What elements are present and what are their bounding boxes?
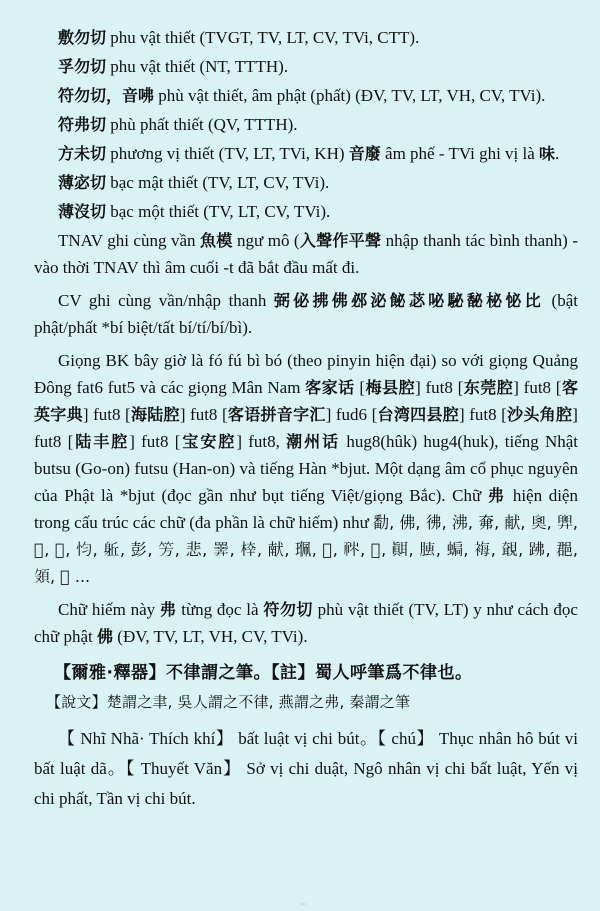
bk-hanzi-8: 沙头角腔	[506, 405, 573, 424]
quote-erya: 【爾雅·釋器】不律謂之筆。【註】蜀人呼筆爲不律也。	[54, 663, 473, 683]
tnav-text-2: ngư mô (	[232, 231, 300, 250]
bk-char-list: 勫, 佛, 彿, 沸, 㚕, 献, 𡘻, 𢍱, 𤌭, 𡼪, 𢗋, 𨈬, 彭, 𥫳, 悲, 𢍰, 𣖂, 献, 𤦍, 𩙵, 𥙏, 𥿘, 𦗁, 𦝏, 𧍮, 𧚀, 𧡵, 𧿳, 𨛦, 𩑦, 𩙵 ...	[34, 513, 578, 586]
bk-text-9: ] fut8 [	[34, 405, 578, 451]
quote-shuowen: 【說文】楚謂之聿, 吳人謂之不律, 燕謂之弗, 秦謂之筆	[46, 693, 411, 711]
bk-paragraph	[34, 347, 578, 590]
bk-hanzi-12: 弗	[487, 486, 507, 505]
bk-text-13: hiện diện trong cấu trúc các chữ (đa phần là chữ hiếm) như	[34, 486, 578, 532]
bk-hanzi-10: 宝安腔	[180, 432, 237, 451]
cv-text-1: CV ghi cùng vần/nhập thanh	[58, 291, 274, 310]
rare-paragraph	[34, 596, 578, 650]
entry-5-text-c: .	[555, 144, 560, 163]
rare-hanzi-1: 弗	[159, 600, 177, 619]
page-mark	[300, 903, 306, 905]
entry-4-hanzi: 符弗切	[58, 115, 107, 134]
entry-4	[34, 111, 578, 138]
entry-5	[34, 140, 578, 167]
entry-2-text: phu vật thiết (NT, TTTH).	[106, 57, 289, 76]
rare-hanzi-3: 佛	[97, 627, 114, 646]
entry-3-hanzi: 符勿切，音咈	[58, 86, 155, 105]
bk-text-4: ] fut8 [	[513, 378, 562, 397]
bk-text-10: ] fut8 [	[129, 432, 181, 451]
entry-7-hanzi: 薄沒切	[58, 202, 107, 221]
rare-text-1: Chữ hiếm này	[58, 600, 160, 619]
bk-hanzi-11: 潮州话	[286, 432, 341, 451]
tnav-paragraph	[34, 227, 578, 281]
bk-text-11: ] fut8,	[236, 432, 287, 451]
rare-text-4: (ĐV, TV, LT, VH, CV, TVi).	[113, 627, 308, 646]
bk-hanzi-9: 陆丰腔	[73, 432, 130, 451]
bk-text-3: ] fut8 [	[415, 378, 464, 397]
entry-7	[34, 198, 578, 225]
entry-2	[34, 53, 578, 80]
entry-1	[34, 24, 578, 51]
rare-text-2: từng đọc là	[176, 600, 264, 619]
bk-text-2: [	[354, 378, 366, 397]
bk-text-6: ] fut8 [	[179, 405, 228, 424]
rare-text-3: phù vật thiết (TV, LT) y như cách đọc chữ phật	[34, 600, 578, 646]
entry-5-text-b: âm phế - TVi ghi vị là	[380, 144, 540, 163]
bk-hanzi-4: 客英字典	[34, 378, 578, 424]
cv-paragraph	[34, 287, 578, 341]
bk-text-12: hug8(hûk) hug4(huk), tiếng Nhật butsu (Go-on) futsu (Han-on) và tiếng Hàn *bjut. Một dạng âm cổ phục nguyên của Phật là *bjut (đọc gần như bụt tiếng Việt/giọng Bắc). Chữ	[34, 432, 578, 505]
tnav-text-1: TNAV ghi cùng vần	[58, 231, 201, 250]
entry-6-hanzi: 薄宓切	[58, 173, 107, 192]
entry-1-hanzi: 敷勿切	[58, 28, 107, 47]
cv-hanzi: 弼佖拂佛邲泌飶苾咇駜馝柲怭比	[273, 291, 545, 310]
entry-3	[34, 82, 578, 109]
bk-hanzi-7: 台湾四县腔	[377, 405, 460, 424]
entry-2-hanzi: 孚勿切	[58, 57, 107, 76]
entry-1-text: phu vật thiết (TVGT, TV, LT, CV, TVi, CTT).	[106, 28, 420, 47]
cv-text-2: (bật phật/phất *bí biệt/tất bí/tí/bí/bì).	[34, 291, 578, 337]
tnav-text-3: nhập thanh tác bình thanh) - vào thời TNAV thì âm cuối -t đã bắt đầu mất đi.	[34, 231, 578, 277]
entry-3-text: phù vật thiết, âm phật (phất) (ĐV, TV, LT, VH, CV, TVi).	[154, 86, 546, 105]
bk-hanzi-3: 东莞腔	[463, 378, 514, 397]
bk-text-8: ] fut8 [	[459, 405, 507, 424]
entry-5-hanzi: 方未切	[58, 144, 107, 163]
entry-5-hanzi-b: 音廢	[348, 144, 381, 163]
entry-6-text: bạc mật thiết (TV, LT, CV, TVi).	[106, 173, 330, 192]
translation-paragraph: 【 Nhĩ Nhã· Thích khí】 bất luật vị chi bút。【 chú】 Thục nhân hô bút vi bất luật dã。【 Thuyết Văn】 Sở vị chi duật, Ngô nhân vị chi bất luật, Yến vị chi phất, Tần vị chi bút.	[34, 729, 578, 808]
entry-7-text: bạc một thiết (TV, LT, CV, TVi).	[106, 202, 331, 221]
bk-hanzi-2: 梅县腔	[365, 378, 416, 397]
rare-hanzi-2: 符勿切	[263, 600, 313, 619]
bk-hanzi-5: 海陆腔	[130, 405, 180, 424]
bk-hanzi-1: 客家话	[305, 378, 355, 397]
bk-text-1: Giọng BK bây giờ là fó fú bì bó (theo pinyin hiện đại) so với giọng Quảng Đông fat6 fut5 và các giọng Mân Nam	[34, 351, 578, 397]
bk-text-7: ] fud6 [	[325, 405, 378, 424]
bk-hanzi-6: 客语拼音字汇	[227, 405, 326, 424]
entry-5-hanzi-c: 味	[539, 144, 556, 163]
tnav-hanzi-2: 入聲作平聲	[299, 231, 382, 250]
entry-4-text: phù phất thiết (QV, TTTH).	[106, 115, 298, 134]
tnav-hanzi-1: 魚模	[200, 231, 233, 250]
entry-6	[34, 169, 578, 196]
bk-text-5: ] fut8 [	[82, 405, 131, 424]
entry-5-text-a: phương vị thiết (TV, LT, TVi, KH)	[106, 144, 349, 163]
